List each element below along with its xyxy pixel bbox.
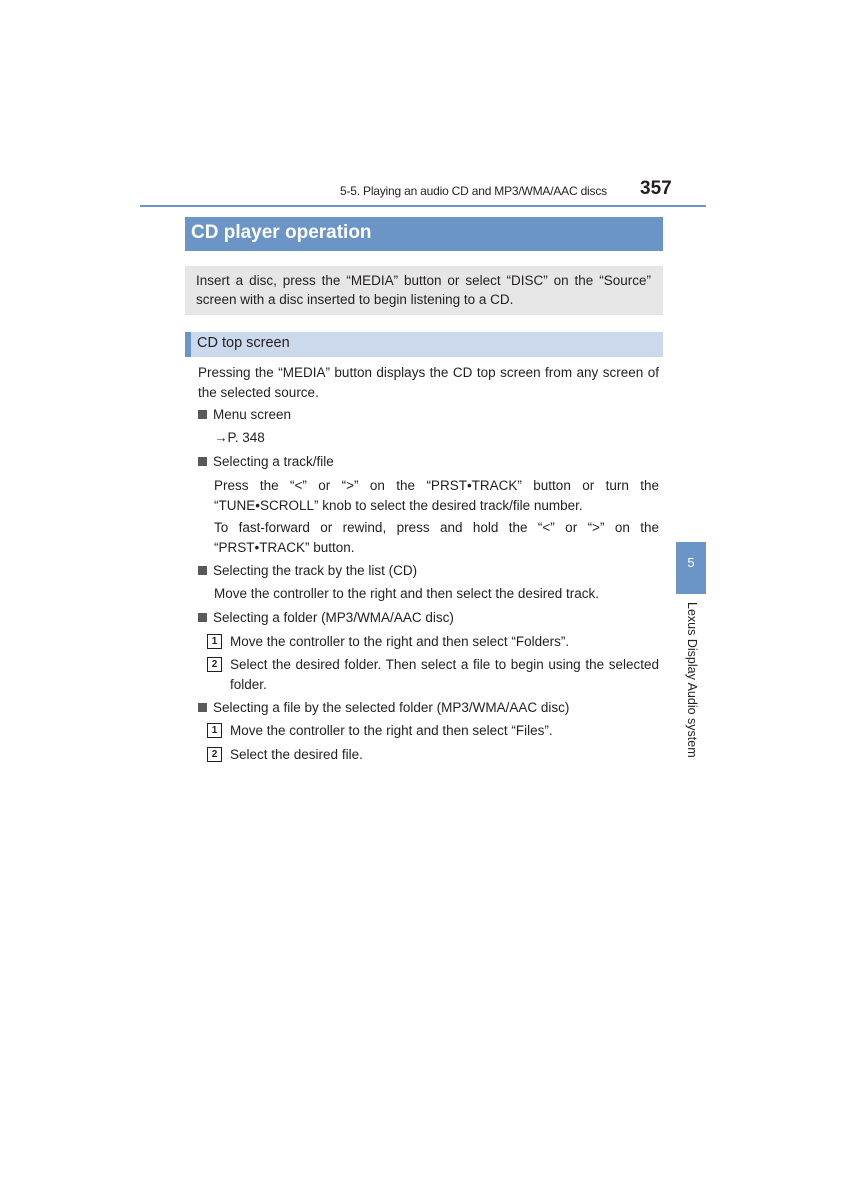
step-number-box: 2 xyxy=(207,747,222,762)
step-text: Select the desired file. xyxy=(230,747,363,762)
track-paragraph-2: To fast-forward or rewind, press and hold the “<” or “>” on the “PRST•TRACK” button. xyxy=(214,520,659,555)
item-selecting-folder xyxy=(198,608,454,628)
chapter-tab xyxy=(676,542,706,594)
step-number-box: 1 xyxy=(207,634,222,649)
chapter-number: 5 xyxy=(687,555,695,570)
item-selecting-track xyxy=(198,452,334,472)
list-paragraph: Move the controller to the right and then select the desired track. xyxy=(214,586,599,601)
file-step xyxy=(207,721,659,741)
square-bullet-icon xyxy=(198,703,207,712)
page-number: 357 xyxy=(640,178,672,199)
chapter-side-label xyxy=(683,602,703,762)
item-selecting-list xyxy=(198,561,417,581)
intro-box xyxy=(185,266,663,315)
item-label: Menu screen xyxy=(213,407,292,422)
section-lead: Pressing the “MEDIA” button displays the CD top screen from any screen of the selected source. xyxy=(198,365,659,400)
item-label: Selecting a track/file xyxy=(213,454,334,469)
item-label: Selecting a folder (MP3/WMA/AAC disc) xyxy=(213,610,454,625)
step-text: Move the controller to the right and then select “Files”. xyxy=(230,723,553,738)
menu-page-ref: →P. 348 xyxy=(214,430,265,445)
section-heading-bar xyxy=(185,332,663,357)
step-number-box: 1 xyxy=(207,723,222,738)
square-bullet-icon xyxy=(198,457,207,466)
header-rule xyxy=(140,205,706,207)
item-selecting-file xyxy=(198,698,569,718)
square-bullet-icon xyxy=(198,613,207,622)
square-bullet-icon xyxy=(198,566,207,575)
intro-text: Insert a disc, press the “MEDIA” button or select “DISC” on the “Source” screen with a disc inserted to begin listening to a CD. xyxy=(196,273,651,307)
folder-step xyxy=(207,632,659,652)
file-step xyxy=(207,745,659,765)
section-heading: CD top screen xyxy=(197,335,290,351)
item-label: Selecting a file by the selected folder (MP3/WMA/AAC disc) xyxy=(213,700,570,715)
step-number-box: 2 xyxy=(207,657,222,672)
track-paragraph-1: Press the “<” or “>” on the “PRST•TRACK” button or turn the “TUNE•SCROLL” knob to select the desired track/file number. xyxy=(214,478,659,513)
item-label: Selecting the track by the list (CD) xyxy=(213,563,418,578)
step-text: Select the desired folder. Then select a file to begin using the selected folder. xyxy=(230,657,659,692)
step-text: Move the controller to the right and then select “Folders”. xyxy=(230,634,570,649)
running-head: 5-5. Playing an audio CD and MP3/WMA/AAC discs xyxy=(340,184,607,198)
folder-step xyxy=(207,655,659,694)
chapter-title: Lexus Display Audio system xyxy=(685,602,699,758)
item-menu-screen xyxy=(198,405,291,425)
square-bullet-icon xyxy=(198,410,207,419)
title-bar xyxy=(185,217,663,251)
page-title: CD player operation xyxy=(191,222,372,243)
